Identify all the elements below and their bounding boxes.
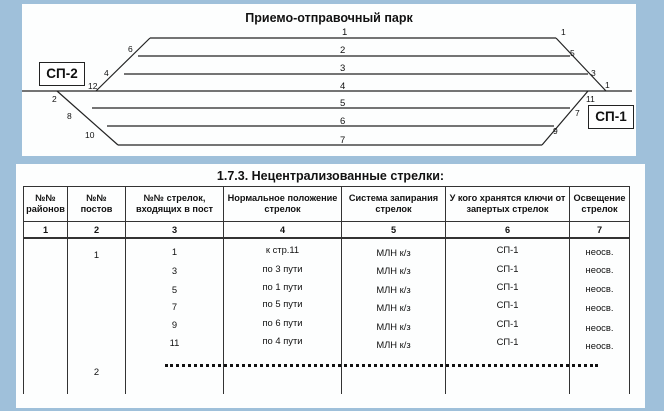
switch-label: 10 <box>85 130 95 140</box>
station-sp2-label: СП-2 <box>39 62 85 86</box>
key-holder: СП-1 <box>496 263 519 274</box>
districts-cell <box>24 238 68 394</box>
locking-system: МЛН к/з <box>376 284 411 295</box>
locking-system: МЛН к/з <box>376 339 411 350</box>
switch-label: 6 <box>128 44 133 54</box>
dotted-continuation-line <box>165 364 598 367</box>
switch-label: 1 <box>605 80 610 90</box>
switch-label: 3 <box>591 68 596 78</box>
table-title: 1.7.3. Нецентрализованные стрелки: <box>216 169 445 183</box>
posts-cell <box>68 238 126 394</box>
switch-label: 7 <box>575 108 580 118</box>
switch-number: 11 <box>169 337 180 348</box>
table-header-row <box>24 187 630 222</box>
key-holder: СП-1 <box>496 244 519 255</box>
track-number: 1 <box>342 27 348 38</box>
track-number: 3 <box>340 63 346 74</box>
lighting-status: неосв. <box>585 340 614 351</box>
lighting-status: неосв. <box>585 283 614 294</box>
switch-label: 11 <box>586 94 595 104</box>
station-sp1-label: СП-1 <box>588 105 634 129</box>
normal-position: по 6 пути <box>262 317 303 328</box>
locking-system: МЛН к/з <box>376 247 411 258</box>
track-number: 2 <box>340 45 346 56</box>
right-bottom-diagonal <box>542 91 588 145</box>
normal-position: по 1 пути <box>262 281 303 292</box>
switch-label: 8 <box>67 111 72 121</box>
switch-number: 1 <box>171 246 178 257</box>
key-holder-cell <box>446 238 570 394</box>
normal-position: по 4 пути <box>262 335 303 346</box>
normal-position: по 3 пути <box>262 263 303 274</box>
normal-position: к стр.11 <box>265 244 300 255</box>
switches-table-panel <box>16 164 645 408</box>
track-diagram <box>22 4 636 156</box>
key-holder: СП-1 <box>496 281 519 292</box>
lighting-status: неосв. <box>585 264 614 275</box>
normal-position: по 5 пути <box>262 298 303 309</box>
locking-system: МЛН к/з <box>376 265 411 276</box>
column-number: 1 <box>24 222 68 239</box>
column-number: 7 <box>570 222 630 239</box>
switch-numbers-cell <box>126 238 224 394</box>
track-number: 5 <box>340 98 346 109</box>
switch-label: 1 <box>561 27 566 37</box>
right-top-diagonal <box>556 38 606 91</box>
column-number-row <box>24 222 630 239</box>
column-number: 3 <box>126 222 224 239</box>
switch-number: 7 <box>171 301 178 312</box>
track-diagram-panel <box>22 4 636 156</box>
switch-label: 2 <box>52 94 57 104</box>
lighting-cell <box>570 238 630 394</box>
key-holder: СП-1 <box>496 318 519 329</box>
lighting-status: неосв. <box>585 302 614 313</box>
column-number: 2 <box>68 222 126 239</box>
column-header: №№ стрелок, входящих в пост <box>126 187 224 222</box>
switch-number: 5 <box>171 284 178 295</box>
track-number: 4 <box>340 81 346 92</box>
column-header: Система запирания стрелок <box>342 187 446 222</box>
column-number: 5 <box>342 222 446 239</box>
key-holder: СП-1 <box>496 299 519 310</box>
locking-system: МЛН к/з <box>376 302 411 313</box>
table-body-row <box>24 238 630 394</box>
locking-system: МЛН к/з <box>376 321 411 332</box>
column-header: Освещение стрелок <box>570 187 630 222</box>
track-number: 7 <box>340 135 346 146</box>
column-header: №№ постов <box>68 187 126 222</box>
switch-label: 12 <box>88 81 98 91</box>
column-number: 4 <box>224 222 342 239</box>
post-number: 2 <box>93 366 100 377</box>
switch-number: 3 <box>171 265 178 276</box>
lighting-status: неосв. <box>585 246 614 257</box>
key-holder: СП-1 <box>496 336 519 347</box>
switches-table <box>23 186 630 394</box>
normal-position-cell <box>224 238 342 394</box>
column-number: 6 <box>446 222 570 239</box>
left-top-diagonal <box>96 38 150 91</box>
track-number: 6 <box>340 116 346 127</box>
lighting-status: неосв. <box>585 322 614 333</box>
post-number: 1 <box>93 249 100 260</box>
column-header: Нормальное положение стрелок <box>224 187 342 222</box>
column-header: №№ районов <box>24 187 68 222</box>
locking-system-cell <box>342 238 446 394</box>
switch-number: 9 <box>171 319 178 330</box>
switch-label: 5 <box>570 48 575 58</box>
switch-label: 4 <box>104 68 109 78</box>
column-header: У кого хранятся ключи от запертых стрелок <box>446 187 570 222</box>
diagram-title: Приемо-отправочный парк <box>245 11 413 25</box>
switch-label: 9 <box>553 126 558 136</box>
